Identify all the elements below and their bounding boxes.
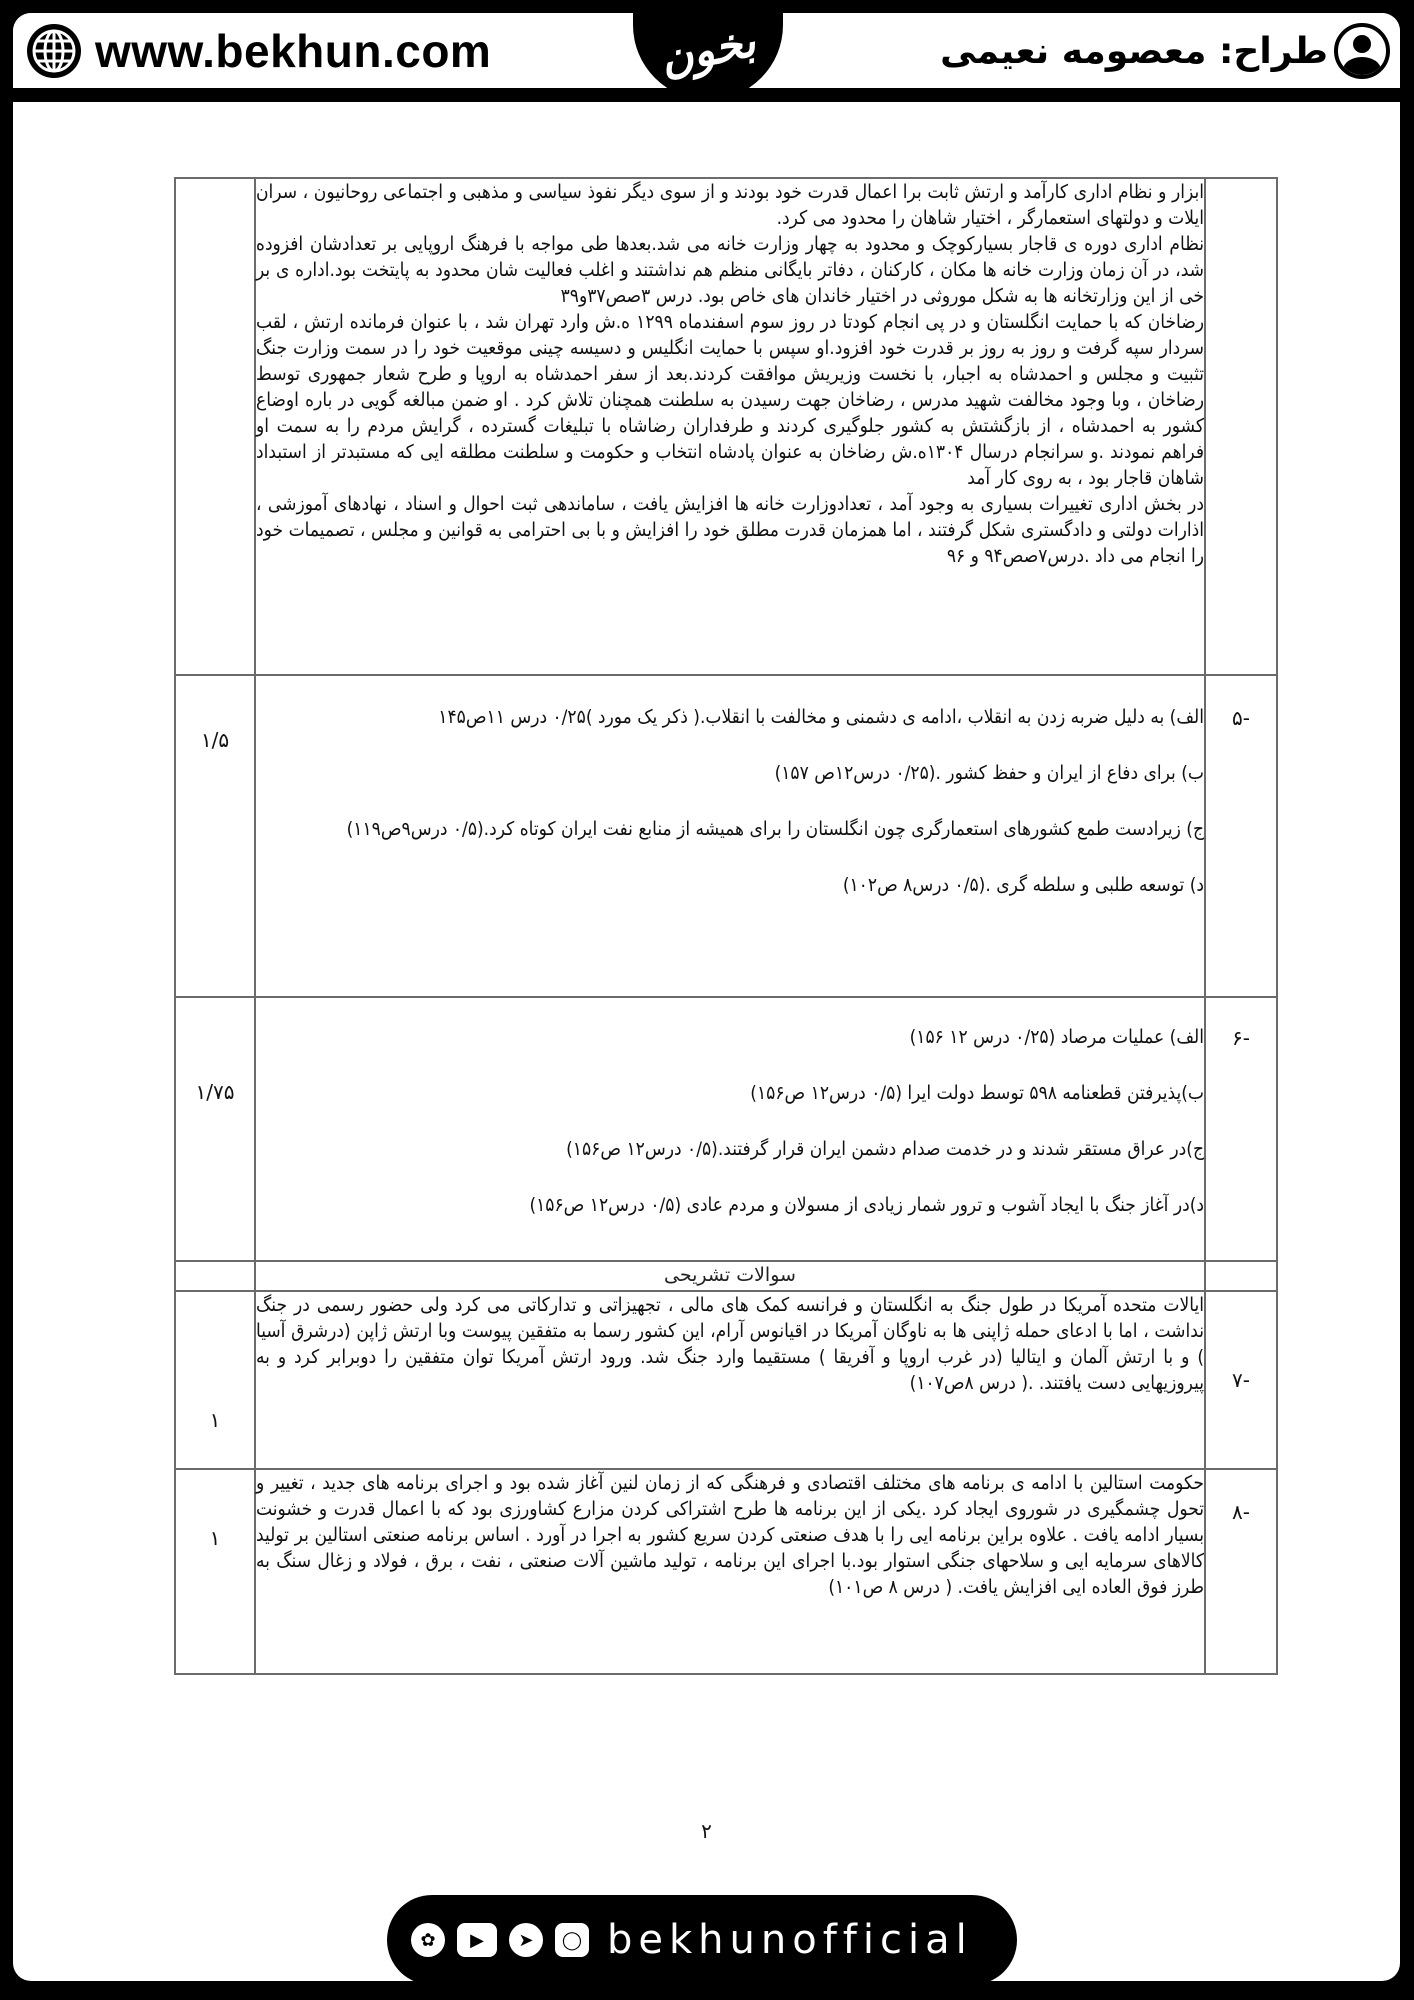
table-row bbox=[175, 1291, 1277, 1469]
paragraph: ابزار و نظام اداری کارآمد و ارتش ثابت برا اعمال قدرت خود بودند و از سوی دیگر نفوذ سیاسی و مذهبی و اجتماعی روحانیون ، سران ایلات و دولتهای استعمارگر ، اختیار شاهان را محدود می کرد. bbox=[256, 181, 1204, 229]
table-row bbox=[175, 997, 1277, 1261]
question-number: -۸ bbox=[1205, 1469, 1277, 1674]
section-header-row bbox=[175, 1261, 1277, 1291]
answer-item: ج)در عراق مستقر شدند و در خدمت صدام دشمن ایران قرار گرفتند.(۰/۵ درس۱۲ ص۱۵۶) bbox=[566, 1138, 1204, 1160]
answer-table bbox=[174, 177, 1278, 1675]
empty-cell bbox=[1205, 1261, 1277, 1291]
logo-text: بخون bbox=[655, 15, 761, 85]
social-footer bbox=[387, 1895, 1017, 1985]
score bbox=[175, 178, 255, 675]
paragraph: رضاخان که با حمایت انگلستان و در پی انجام کودتا در روز سوم اسفندماه ۱۲۹۹ ه.ش وارد تهران شد ، با عنوان فرمانده ارتش ، لقب سردار سپه گرفت و روز به روز بر قدرت خود افزود.او سپس با حمایت انگلیس و دسیسه چینی موقعیت خود را در سمت وزارت جنگ تثبیت و مجلس و احمدشاه به اجبار، با نخست وزیریش موافقت کردند.بعد از سفر احمدشاه به اروپا و طرح شعار جمهوری توسط رضاخان ، وبا وجود مخالفت شهید مدرس ، رضاخان جهت رسیدن به سلطنت همچنان تلاش کرد . او ضمن مبالغه گویی در باره اوضاع کشور به احمدشاه ، از بازگشتش به کشور جلوگیری کردند و طرفداران رضاشاه با تبلیغات گسترده ، گرایش مردم را به سمت او فراهم نمودند .و سرانجام درسال ۱۳۰۴ه.ش رضاخان به عنوان پادشاه انتخاب و حکومت و سلطنت مطلقه ایی که مستبدتر از استبداد شاهان قاجار بود ، به روی کار آمد bbox=[256, 311, 1204, 489]
question-number bbox=[1205, 178, 1277, 675]
answer-text bbox=[255, 178, 1205, 675]
user-icon bbox=[1334, 23, 1390, 79]
youtube-icon[interactable]: ▶ bbox=[457, 1923, 497, 1957]
social-handle[interactable]: bekhunofficial bbox=[607, 1917, 973, 1963]
answer-item: د) توسعه طلبی و سلطه گری .(۰/۵ درس۸ ص۱۰۲) bbox=[842, 874, 1204, 896]
paragraph: نظام اداری دوره ی قاجار بسیارکوچک و محدود به چهار وزارت خانه می شد.بعدها طی مواجه با فرهنگ اروپایی بر تعدادشان افزوده شد، در آن زمان وزارت خانه ها مکان ، کارکنان ، دفاتر بایگانی منظم هم نداشتند و اغلب فعالیت شان محدود به پایتخت بود.اداره ی بر خی از این وزارتخانه ها به شکل موروثی در اختیار خاندان های خاص بود. درس ۳صص۳۷و۳۹ bbox=[256, 233, 1204, 307]
designer-credit bbox=[940, 21, 1390, 81]
paragraph: در بخش اداری تغییرات بسیاری به وجود آمد ، تعدادوزارت خانه ها افزایش یافت ، ساماندهی ثبت احوال و اسناد ، نهادهای آموزشی ، اذارات دولتی و دادگستری شکل گرفتند ، اما همزمان قدرت مطلق خود را افزایش و با بی احترامی به قوانین و مجلس ، تصمیمات خود را انجام می داد .درس۷صص۹۴ و ۹۶ bbox=[256, 493, 1204, 567]
answer-text bbox=[255, 997, 1205, 1261]
designer-name: طراح: معصومه نعیمی bbox=[940, 30, 1328, 72]
answer-item: ج) زیرادست طمع کشورهای استعمارگری چون انگلستان را برای همیشه از منابع نفت ایران کوتاه کرد.(۰/۵ درس۹ص۱۱۹) bbox=[346, 818, 1204, 840]
aparat-icon[interactable]: ✿ bbox=[411, 1923, 445, 1957]
answer-text: حکومت استالین با ادامه ی برنامه های مختلف اقتصادی و فرهنگی که از زمان لنین آغاز شده بود و اجرای برنامه های جدید ، تغییر و تحول چشمگیری در شوروی ایجاد کرد .یکی از این برنامه ها طرح اشتراکی کردن مزارع کشاورزی بود که با اعمال قدرت و خشونت بسیار ادامه یافت . علاوه براین برنامه ایی را با هدف صنعتی کردن سریع کشور به اجرا در آورد . اساس برنامه صنعتی استالین بر تولید کالاهای سرمایه ایی و سلاحهای جنگی استوار بود.با اجرای این برنامه ، تولید ماشین آلات صنعتی ، نفت ، برق ، فولاد و زغال سنگ به طرز فوق العاده ایی افزایش یافت. ( درس ۸ ص۱۰۱) bbox=[255, 1469, 1205, 1674]
score: ۱ bbox=[175, 1291, 255, 1469]
score: ۱/۵ bbox=[175, 675, 255, 997]
table-row bbox=[175, 1469, 1277, 1674]
score: ۱/۷۵ bbox=[175, 997, 255, 1261]
answer-item: د)در آغاز جنگ با ایجاد آشوب و ترور شمار زیادی از مسولان و مردم عادی (۰/۵ درس۱۲ ص۱۵۶) bbox=[529, 1194, 1204, 1216]
answer-item: الف) به دلیل ضربه زدن به انقلاب ،ادامه ی دشمنی و مخالفت با انقلاب.( ذکر یک مورد )۰/۲۵ درس ۱۱ص۱۴۵ bbox=[438, 706, 1204, 728]
section-title: سوالات تشریحی bbox=[255, 1261, 1205, 1291]
question-number: -۷ bbox=[1205, 1291, 1277, 1469]
globe-icon bbox=[27, 24, 81, 78]
telegram-icon[interactable]: ➤ bbox=[509, 1923, 543, 1957]
table-row bbox=[175, 178, 1277, 675]
answer-text: ایالات متحده آمریکا در طول جنگ به انگلستان و فرانسه کمک های مالی ، تجهیزاتی و تدارکاتی می کرد ولی حضور رسمی در جنگ نداشت ، اما با ادعای حمله ژاپنی ها به ناوگان آمریکا در اقیانوس آرام، این کشور رسما به متفقین پیوست وبا ارتش ژاپن (درشرق آسیا ) و با ارتش آلمان و ایتالیا (در غرب اروپا و آفریقا ) مستقیما وارد جنگ شد. ورود ارتش آمریکا توان متفقین را دوبرابر کرد و به پیروزیهایی دست یافتند. .( درس ۸ص۱۰۷) bbox=[255, 1291, 1205, 1469]
page bbox=[13, 13, 1400, 1981]
instagram-icon[interactable]: ◯ bbox=[555, 1923, 589, 1957]
question-number: -۶ bbox=[1205, 997, 1277, 1261]
answer-text bbox=[255, 675, 1205, 997]
score: ۱ bbox=[175, 1469, 255, 1674]
bottom-border bbox=[0, 1981, 1414, 2000]
answer-item: الف) عملیات مرصاد (۰/۲۵ درس ۱۲ ۱۵۶) bbox=[909, 1026, 1204, 1048]
page-number: ۲ bbox=[701, 1819, 712, 1843]
empty-cell bbox=[175, 1261, 255, 1291]
website-link[interactable] bbox=[27, 23, 491, 79]
question-number: -۵ bbox=[1205, 675, 1277, 997]
table-row bbox=[175, 675, 1277, 997]
answer-item: ب) برای دفاع از ایران و حفظ کشور .(۰/۲۵ درس۱۲ص ۱۵۷) bbox=[774, 762, 1204, 784]
answer-item: ب)پذیرفتن قطعنامه ۵۹۸ توسط دولت ایرا (۰/۵ درس۱۲ ص۱۵۶) bbox=[750, 1082, 1204, 1104]
website-url: www.bekhun.com bbox=[95, 25, 492, 77]
